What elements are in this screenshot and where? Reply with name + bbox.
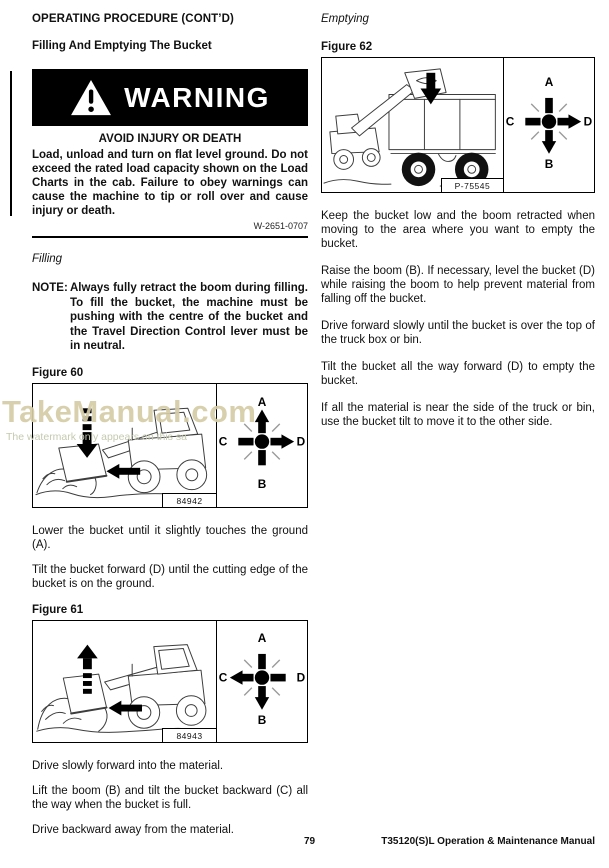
direction-cross-icon (505, 70, 593, 180)
body-paragraph: Drive slowly forward into the material. (32, 759, 224, 772)
svg-text:B: B (257, 477, 267, 492)
svg-text:A: A (544, 75, 554, 90)
figure60-machine-illustration (33, 384, 216, 507)
body-paragraph: Keep the bucket low and the boom retracted when moving to the area where you want to empty the bucket. (321, 210, 595, 250)
warning-banner (32, 69, 308, 126)
warning-triangle-icon (70, 79, 112, 117)
page-footer (0, 836, 595, 852)
figure61-title: Figure 61 (32, 603, 84, 616)
figure60-title: Figure 60 (32, 366, 84, 379)
body-paragraph: Drive backward away from the material. (32, 823, 234, 836)
body-paragraph: Raise the boom (B). If necessary, level the bucket (D) while raising the boom to help prevent material from falling off the bucket. (321, 265, 595, 305)
svg-text:C: C (218, 670, 228, 685)
svg-text:A: A (257, 631, 267, 646)
figure62-direction-panel (504, 58, 594, 192)
svg-text:B: B (544, 157, 554, 172)
warning-body: Load, unload and turn on flat level ground. Do not exceed the rated load capacity shown on the Load Charts in the cab. Failure to obey warnings can cause the machine to tip or roll over and cause injury or death. (32, 149, 308, 217)
watermark-title: TakeManual.com (2, 394, 257, 429)
section-subheader: Filling And Emptying The Bucket (32, 40, 212, 52)
svg-text:C: C (505, 114, 515, 129)
left-column (32, 13, 308, 848)
body-paragraph: Tilt the bucket forward (D) until the cutting edge of the bucket is on the ground. (32, 563, 308, 590)
svg-text:D: D (296, 670, 305, 685)
figure62-machine-illustration (322, 58, 503, 192)
filling-heading: Filling (32, 253, 63, 265)
svg-text:B: B (257, 713, 267, 728)
section-header: OPERATING PROCEDURE (CONT’D) (32, 13, 234, 25)
warning-title: WARNING (124, 81, 270, 113)
figure62-image-code: P-75545 (441, 178, 504, 192)
figure62 (321, 57, 595, 193)
figure62-art-panel (322, 58, 504, 192)
warning-subtitle: AVOID INJURY OR DEATH (98, 133, 242, 145)
figure60-direction-panel (217, 384, 307, 507)
revision-change-bar (10, 71, 12, 216)
note-block (32, 281, 308, 354)
note-label: NOTE: (32, 282, 68, 294)
svg-text:A: A (257, 395, 267, 410)
svg-text:D: D (583, 114, 593, 129)
figure60-image-code: 84942 (162, 493, 215, 507)
body-paragraph: Lift the boom (B) and tilt the bucket backward (C) all the way when the bucket is full. (32, 784, 308, 811)
manual-title: T35120(S)L Operation & Maintenance Manual (381, 836, 595, 847)
body-paragraph: If all the material is near the side of the truck or bin, use the bucket tilt to move it to the other side. (321, 402, 595, 428)
figure60-art-panel (33, 384, 217, 507)
figure61-direction-panel (217, 621, 307, 742)
direction-cross-icon (218, 626, 306, 736)
right-column (321, 13, 595, 848)
figure60 (32, 383, 308, 508)
figure61-art-panel (33, 621, 217, 742)
body-paragraph: Lower the bucket until it slightly touches the ground (A). (32, 524, 308, 551)
svg-text:D: D (296, 434, 305, 449)
figure62-title: Figure 62 (321, 41, 373, 53)
section-divider (32, 236, 308, 238)
page-number: 79 (304, 836, 316, 847)
watermark-subtitle: The watermark only appears on this sa (6, 431, 187, 443)
warning-reference-code: W-2651-0707 (253, 221, 308, 231)
direction-cross-icon (218, 390, 306, 500)
note-text: Always fully retract the boom during filling. To fill the bucket, the machine must be pushing with the centre of the bucket and the Travel Direction Control lever must be in neutral. (70, 282, 308, 352)
emptying-heading: Emptying (321, 13, 369, 25)
figure61-machine-illustration (33, 621, 216, 742)
figure61-image-code: 84943 (162, 728, 215, 742)
svg-text:C: C (218, 434, 228, 449)
body-paragraph: Drive forward slowly until the bucket is over the top of the truck box or bin. (321, 320, 595, 346)
figure61 (32, 620, 308, 743)
body-paragraph: Tilt the bucket all the way forward (D) to empty the bucket. (321, 361, 595, 387)
